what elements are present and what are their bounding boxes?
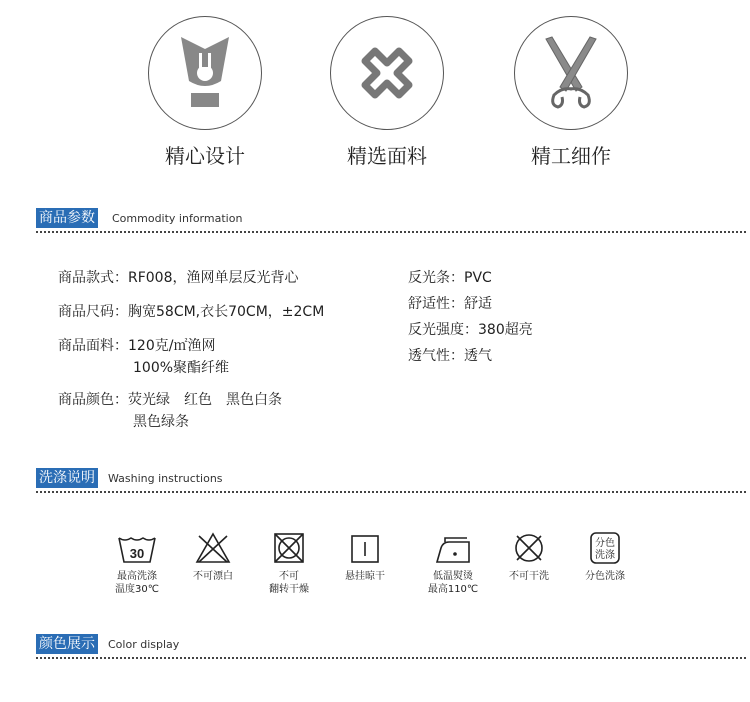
- care-label-2: 翻转干燥: [269, 584, 309, 595]
- spec-fabric: 商品面料：120克/㎡渔网: [58, 338, 216, 354]
- feature-fabric: [330, 16, 444, 169]
- section-tag: 颜色展示: [36, 634, 98, 654]
- dotted-divider: [36, 231, 746, 233]
- section-commodity: [36, 208, 746, 230]
- spec-breathability: 透气性：透气: [408, 348, 492, 364]
- pen-nib-icon: [175, 33, 235, 113]
- feature-circle: [330, 16, 444, 130]
- dotted-divider: [36, 657, 746, 659]
- wash-30-icon: [117, 534, 157, 564]
- feature-circle: [514, 16, 628, 130]
- spec-color: 商品颜色：荧光绿 红色 黑色白条: [58, 392, 282, 408]
- no-dry-clean-icon: [513, 532, 545, 564]
- care-iron-low: [418, 530, 488, 596]
- care-label: 最高洗涤: [117, 571, 157, 582]
- care-wash-separately: [570, 530, 640, 583]
- care-label-2: 最高110℃: [427, 584, 479, 595]
- badge-line-2: 洗涤: [595, 550, 615, 561]
- care-wash-30: [102, 530, 172, 596]
- section-subtitle: Color display: [108, 638, 180, 651]
- care-label: 不可: [279, 571, 299, 582]
- fabric-knot-icon: [355, 41, 419, 105]
- care-label: 不可漂白: [193, 571, 233, 582]
- feature-circle: [148, 16, 262, 130]
- care-hang-dry: [330, 530, 400, 583]
- section-color: [36, 634, 746, 656]
- crossed-swords-icon: [536, 35, 606, 111]
- feature-design: [148, 16, 262, 169]
- no-bleach-icon: [195, 532, 231, 564]
- feature-label: 精选面料: [347, 144, 427, 168]
- no-tumble-dry-icon: [273, 532, 305, 564]
- section-subtitle: Commodity information: [112, 212, 243, 225]
- feature-label: 精心设计: [165, 144, 245, 168]
- care-label: 分色洗涤: [585, 571, 625, 582]
- care-label: 不可干洗: [509, 571, 549, 582]
- iron-low-icon: [433, 536, 473, 564]
- care-label: 悬挂晾干: [345, 571, 385, 582]
- care-label: 低温熨烫: [433, 571, 473, 582]
- spec-color-more: 黑色绿条: [133, 414, 189, 430]
- care-no-tumble-dry: [254, 530, 324, 596]
- hang-dry-icon: [350, 534, 380, 564]
- section-washing: [36, 468, 746, 490]
- spec-reflective-strip: 反光条：PVC: [408, 270, 492, 286]
- care-no-bleach: [178, 530, 248, 583]
- section-subtitle: Washing instructions: [108, 472, 223, 485]
- spec-reflect-strength: 反光强度：380超亮: [408, 322, 533, 338]
- wash-separately-icon: [590, 532, 620, 564]
- spec-size: 商品尺码：胸宽58CM,衣长70CM，±2CM: [58, 304, 325, 320]
- care-no-dry-clean: [494, 530, 564, 583]
- spec-fabric-detail: 100%聚酯纤维: [133, 360, 230, 376]
- dotted-divider: [36, 491, 746, 493]
- wash-temp-badge: 30: [129, 546, 145, 561]
- feature-label: 精工细作: [531, 144, 611, 168]
- badge-line-1: 分色: [595, 538, 615, 549]
- section-tag: 洗涤说明: [36, 468, 98, 488]
- feature-craft: [514, 16, 628, 169]
- care-label-2: 温度30℃: [115, 584, 159, 595]
- spec-style: 商品款式：RF008，渔网单层反光背心: [58, 270, 299, 286]
- section-tag: 商品参数: [36, 208, 98, 228]
- spec-comfort: 舒适性：舒适: [408, 296, 492, 312]
